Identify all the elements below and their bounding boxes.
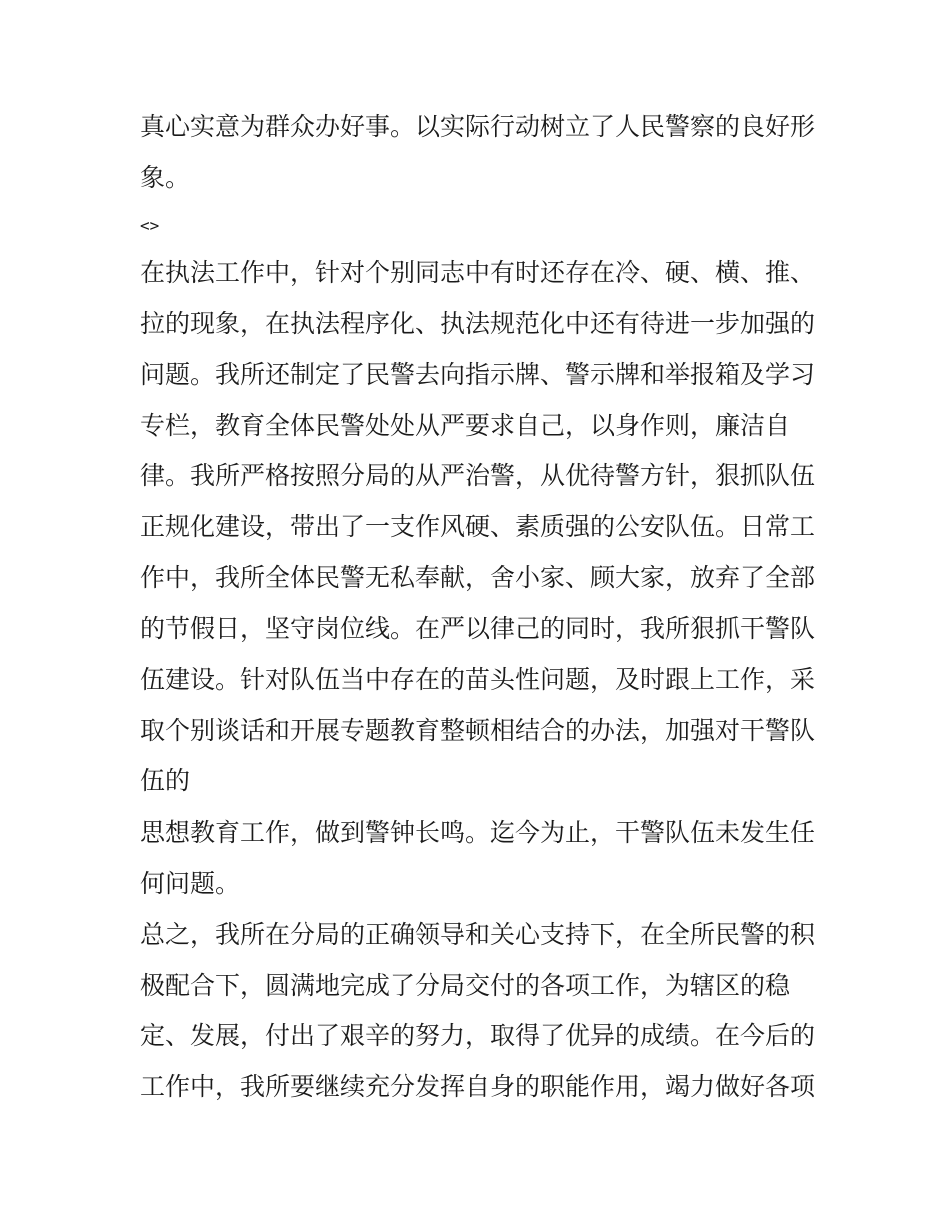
text-line: 定、发展，付出了艰辛的努力，取得了优异的成绩。在今后的 [140, 1021, 816, 1050]
text-line: 思想教育工作，做到警钟长鸣。迄今为止，干警队伍未发生任 [140, 818, 816, 847]
text-line: 作中，我所全体民警无私奉献，舍小家、顾大家，放弃了全部 [140, 563, 816, 592]
text-line: 真心实意为群众办好事。以实际行动树立了人民警察的良好形 [140, 112, 816, 141]
text-line: 何问题。 [140, 869, 241, 898]
text-line: 伍建设。针对队伍当中存在的苗头性问题，及时跟上工作，采 [140, 665, 816, 694]
text-line: 正规化建设，带出了一支作风硬、素质强的公安队伍。日常工 [140, 512, 816, 541]
section-marker: <> [140, 216, 160, 235]
text-line: 律。我所严格按照分局的从严治警，从优待警方针，狠抓队伍 [140, 461, 816, 490]
text-line: 的节假日，坚守岗位线。在严以律己的同时，我所狠抓干警队 [140, 614, 816, 643]
text-line: 在执法工作中，针对个别同志中有时还存在冷、硬、横、推、 [140, 258, 816, 287]
text-line: 极配合下，圆满地完成了分局交付的各项工作，为辖区的稳 [140, 971, 791, 1000]
text-line: 问题。我所还制定了民警去向指示牌、警示牌和举报箱及学习 [140, 360, 816, 389]
text-line: 专栏，教育全体民警处处从严要求自己，以身作则，廉洁自 [140, 411, 791, 440]
text-line: 取个别谈话和开展专题教育整顿相结合的办法，加强对干警队 [140, 716, 816, 745]
text-line: 工作中，我所要继续充分发挥自身的职能作用，竭力做好各项 [140, 1072, 816, 1101]
text-line: 拉的现象，在执法程序化、执法规范化中还有待进一步加强的 [140, 309, 816, 338]
text-line: 伍的 [140, 766, 191, 795]
text-line: 总之，我所在分局的正确领导和关心支持下，在全所民警的积 [140, 920, 816, 949]
text-line: 象。 [140, 163, 191, 192]
